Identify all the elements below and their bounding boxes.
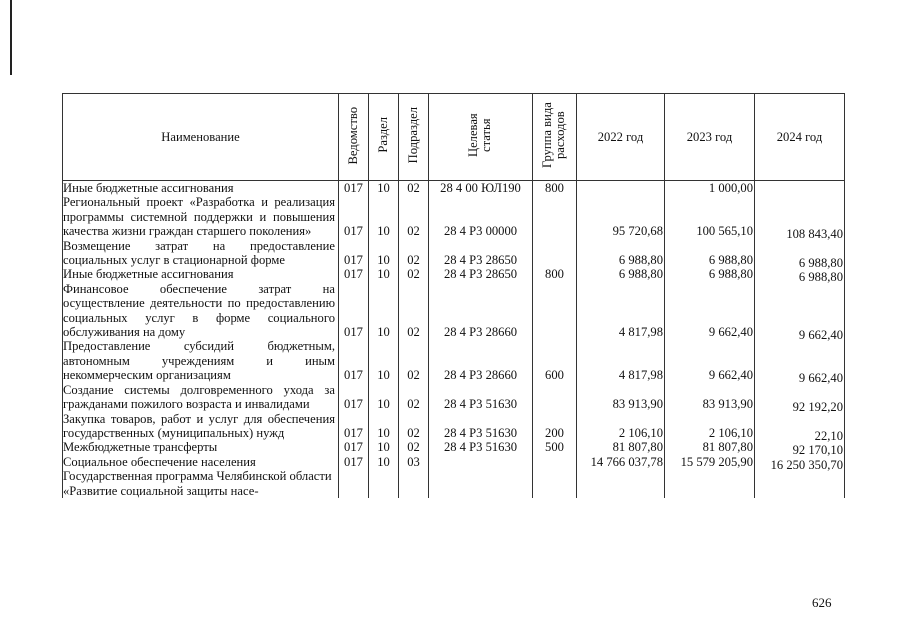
row-vedomstvo: 017 <box>339 267 369 281</box>
row-razdel: 10 <box>369 440 399 454</box>
row-value-2023: 9 662,40 <box>665 339 755 382</box>
row-podrazdel: 02 <box>399 282 429 340</box>
row-value-2023: 1 000,00 <box>665 181 755 196</box>
row-value-2024: 108 843,40 <box>755 195 845 238</box>
row-celevaya-statya: 28 4 P3 51630 <box>429 383 533 412</box>
row-value-2024: 9 662,40 <box>755 282 845 340</box>
row-value-2023: 15 579 205,90 <box>665 455 755 469</box>
row-celevaya-statya <box>429 469 533 498</box>
row-celevaya-statya: 28 4 P3 51630 <box>429 440 533 454</box>
row-name: Закупка товаров, работ и услуг для обеспечения государственных (муниципальных) нужд <box>63 412 339 441</box>
header-razdel: Раздел <box>369 94 399 181</box>
budget-table <box>62 93 845 498</box>
row-vedomstvo <box>339 469 369 498</box>
row-podrazdel <box>399 469 429 498</box>
row-razdel: 10 <box>369 181 399 196</box>
row-name: Социальное обеспечение населения <box>63 455 339 469</box>
row-podrazdel: 02 <box>399 339 429 382</box>
table-row <box>63 239 845 268</box>
table-row <box>63 181 845 196</box>
row-gruppa: 200 <box>533 412 577 441</box>
row-vedomstvo: 017 <box>339 412 369 441</box>
row-gruppa <box>533 239 577 268</box>
table-row <box>63 412 845 441</box>
row-podrazdel: 02 <box>399 412 429 441</box>
row-value-2023: 6 988,80 <box>665 267 755 281</box>
row-value-2022: 81 807,80 <box>577 440 665 454</box>
row-value-2023: 81 807,80 <box>665 440 755 454</box>
row-celevaya-statya: 28 4 P3 28660 <box>429 282 533 340</box>
row-value-2024: 6 988,80 <box>755 239 845 268</box>
row-razdel <box>369 469 399 498</box>
row-podrazdel: 02 <box>399 440 429 454</box>
header-2024: 2024 год <box>755 94 845 181</box>
header-podrazdel: Подраздел <box>399 94 429 181</box>
row-razdel: 10 <box>369 412 399 441</box>
row-value-2023: 2 106,10 <box>665 412 755 441</box>
row-podrazdel: 02 <box>399 383 429 412</box>
row-razdel: 10 <box>369 267 399 281</box>
row-name: Создание системы долговременного ухода за гражданами пожилого возраста и инвалидами <box>63 383 339 412</box>
header-2022: 2022 год <box>577 94 665 181</box>
row-value-2023 <box>665 469 755 498</box>
table-row <box>63 195 845 238</box>
row-value-2022: 14 766 037,78 <box>577 455 665 469</box>
row-razdel: 10 <box>369 282 399 340</box>
row-value-2022 <box>577 469 665 498</box>
row-gruppa <box>533 455 577 469</box>
table-row <box>63 339 845 382</box>
row-value-2022: 6 988,80 <box>577 239 665 268</box>
row-name: Межбюджетные трансферты <box>63 440 339 454</box>
row-gruppa <box>533 282 577 340</box>
row-name: Предоставление субсидий бюджетным, автономным учреждениям и иным некоммерческим организациям <box>63 339 339 382</box>
row-gruppa <box>533 469 577 498</box>
row-value-2024: 22,10 <box>755 412 845 441</box>
table-row <box>63 455 845 469</box>
row-celevaya-statya: 28 4 P3 28650 <box>429 239 533 268</box>
row-value-2023: 83 913,90 <box>665 383 755 412</box>
row-gruppa: 500 <box>533 440 577 454</box>
header-name: Наименование <box>63 94 339 181</box>
row-celevaya-statya: 28 4 P3 28660 <box>429 339 533 382</box>
row-razdel: 10 <box>369 339 399 382</box>
row-vedomstvo: 017 <box>339 383 369 412</box>
table-header <box>63 94 845 181</box>
row-gruppa: 800 <box>533 181 577 196</box>
page-number: 626 <box>812 595 832 610</box>
row-podrazdel: 02 <box>399 195 429 238</box>
row-vedomstvo: 017 <box>339 282 369 340</box>
scan-edge-mark <box>10 0 12 75</box>
row-value-2022: 95 720,68 <box>577 195 665 238</box>
row-celevaya-statya: 28 4 P3 51630 <box>429 412 533 441</box>
row-vedomstvo: 017 <box>339 455 369 469</box>
table-row <box>63 469 845 498</box>
row-celevaya-statya: 28 4 P3 28650 <box>429 267 533 281</box>
row-celevaya-statya: 28 4 P3 00000 <box>429 195 533 238</box>
row-gruppa: 800 <box>533 267 577 281</box>
row-value-2023: 6 988,80 <box>665 239 755 268</box>
row-vedomstvo: 017 <box>339 195 369 238</box>
row-value-2024 <box>755 469 845 498</box>
row-gruppa: 600 <box>533 339 577 382</box>
row-name: Государственная программа Челябинской области «Развитие социальной защиты насе- <box>63 469 339 498</box>
table-row <box>63 440 845 454</box>
row-vedomstvo: 017 <box>339 181 369 196</box>
row-razdel: 10 <box>369 383 399 412</box>
row-value-2023: 9 662,40 <box>665 282 755 340</box>
row-name: Иные бюджетные ассигнования <box>63 181 339 196</box>
row-name: Возмещение затрат на предоставление социальных услуг в стационарной форме <box>63 239 339 268</box>
row-gruppa <box>533 195 577 238</box>
row-value-2022: 83 913,90 <box>577 383 665 412</box>
row-vedomstvo: 017 <box>339 339 369 382</box>
row-value-2022: 4 817,98 <box>577 282 665 340</box>
row-razdel: 10 <box>369 195 399 238</box>
header-celevaya-statya: Целевая статья <box>429 94 533 181</box>
table-row <box>63 282 845 340</box>
row-value-2022: 2 106,10 <box>577 412 665 441</box>
table-row <box>63 383 845 412</box>
header-vedomstvo: Ведомство <box>339 94 369 181</box>
row-podrazdel: 03 <box>399 455 429 469</box>
table-row <box>63 267 845 281</box>
row-value-2024: 16 250 350,70 <box>755 455 845 469</box>
row-gruppa <box>533 383 577 412</box>
row-value-2023: 100 565,10 <box>665 195 755 238</box>
row-value-2024: 92 170,10 <box>755 440 845 454</box>
row-vedomstvo: 017 <box>339 440 369 454</box>
row-value-2024: 6 988,80 <box>755 267 845 281</box>
row-podrazdel: 02 <box>399 181 429 196</box>
row-celevaya-statya <box>429 455 533 469</box>
row-value-2022: 4 817,98 <box>577 339 665 382</box>
table-body <box>63 181 845 498</box>
header-2023: 2023 год <box>665 94 755 181</box>
row-name: Финансовое обеспечение затрат на осуществление деятельности по предоставлению социальных услуг в форме социального обслуживания на дому <box>63 282 339 340</box>
row-value-2024: 92 192,20 <box>755 383 845 412</box>
row-value-2024: 9 662,40 <box>755 339 845 382</box>
row-value-2022: 6 988,80 <box>577 267 665 281</box>
row-value-2022 <box>577 181 665 196</box>
row-razdel: 10 <box>369 455 399 469</box>
row-name: Иные бюджетные ассигнования <box>63 267 339 281</box>
row-podrazdel: 02 <box>399 267 429 281</box>
row-celevaya-statya: 28 4 00 ЮЛ190 <box>429 181 533 196</box>
row-podrazdel: 02 <box>399 239 429 268</box>
row-value-2024 <box>755 181 845 196</box>
row-razdel: 10 <box>369 239 399 268</box>
row-vedomstvo: 017 <box>339 239 369 268</box>
header-gruppa-vida-rashodov: Группа вида расходов <box>533 94 577 181</box>
row-name: Региональный проект «Разработка и реализация программы системной поддержки и повышения качества жизни граждан старшего поколения» <box>63 195 339 238</box>
